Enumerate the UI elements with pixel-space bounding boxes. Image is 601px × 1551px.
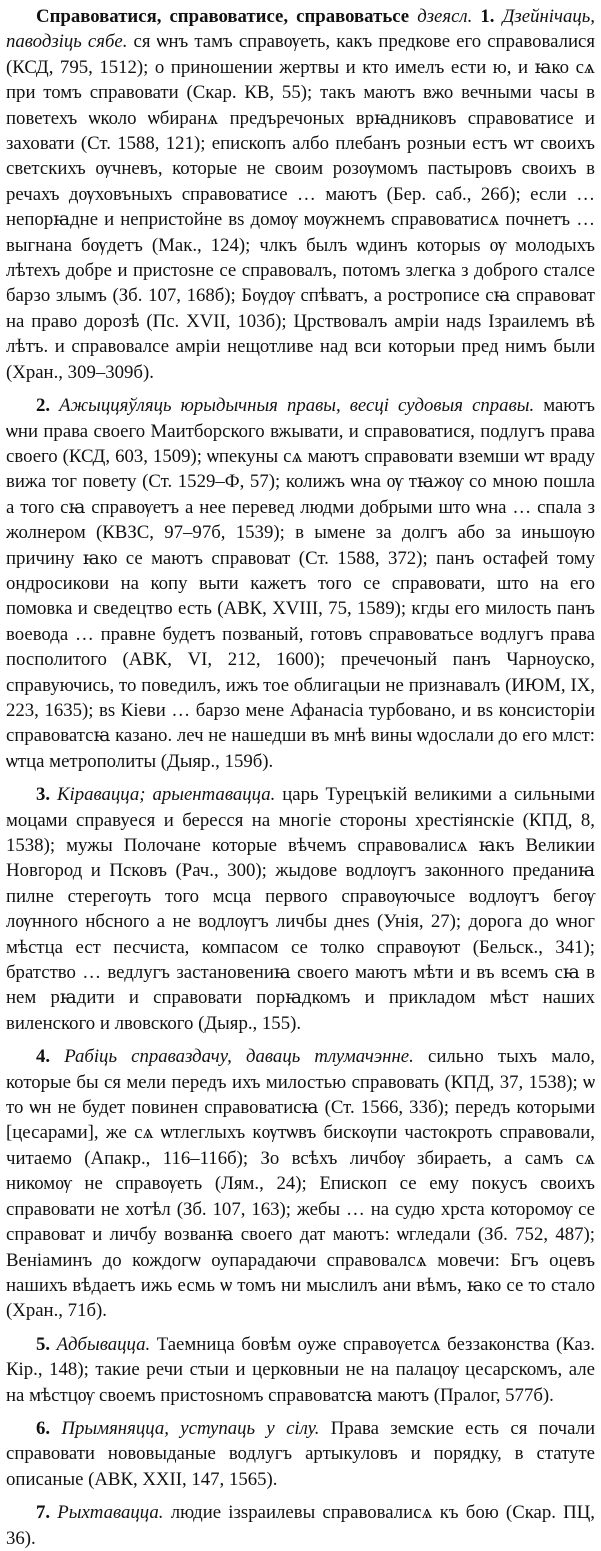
sense-text: маютъ ѡни права своего Маитборского вжывати, и справоватися, подлугъ права своего (КСД, 603, 1509); ѡпекуны сѧ маютъ справовати вземши ѡт враду вижа тог повету (Ст. 1529–Ф, 57); колижъ ѡна ѹ тꙗжѹ со мною пошла а того сꙗ справѹетъ а нее перевед людми добрыми што ѡна … спала з жолнером (КВЗС, 97–97б, 1539); в ымене за долгъ або за иньшѹю причину ꙗко се маютъ справоват (Ст. 1588, 372); панъ остафей тому ондросикови на копу выти кажетъ того се справовати, што на его помовка и сведецтво есть (АВК, XVIII, 75, 1589); кгды его милость панъ воевода … правне будетъ позваный, готовъ справоватьсе водлугъ права посполитого (АВК, VI, 212, 1600); пречечоный панъ Чарноуско, справуючись, то поведилъ, ижъ тое облигацыи не признавалъ (ИЮМ, IX, 223, 1635); вѕ Кіеви … барзо мене Афанасіа турбовано, и вѕ консисторіи справоватсꙗ казано. леч не нашедши въ мнѣ вины ѡдослали до его млст: ѡтца метрополиты (Дыяр., 159б). [6,395,596,772]
sense-gloss: Рабіць справаздачу, даваць тлумачэнне. [64,1046,414,1068]
sense-number: 5. [36,1333,51,1355]
sense-text: сильно тыхъ мало, которые бы ся мели передъ ихъ милостью справовать (КПД, 37, 1538); ѡ то ѡн не будет повинен справоватисꙗ (Ст. 1566, 33б); передъ которыми [цесарами], же сѧ ѡтлеглыхъ кѹтѡвъ бискѹпи частокроть справовали, читаемо (Апакр., 116–116б); Зо всѣхъ личбѹ збираеть, а самъ сѧ никомѹ не справѹеть (Лям., 24); Епископ се ему покусъ своихъ справовати не хотѣл (Зб. 107, 163); жебы … на судю хрста которомѹ се справоват и личбу возванꙗ своего дат маютъ: ѡгледали (Зб. 752, 487); Веніаминъ до кождогѡ оупарадаючи справовалсѧ мовечи: Бгъ оцевъ нашихъ вѣдаетъ ижь есмь ѡ томъ ни мыслилъ ани вѣмъ, ꙗко се то стало (Хран., 71б). [6,1046,595,1322]
sense-number: 6. [36,1417,51,1439]
sense-text: людие ізѕраилевы справовалисѧ къ бою (Скар. ПЦ, 36). [6,1502,595,1549]
sense-gloss: Прымяняцца, уступаць у сілу. [61,1417,320,1439]
sense-3-paragraph [6,782,595,1036]
sense-gloss: Адбывацца. [56,1333,151,1355]
sense-4-paragraph [6,1044,595,1323]
sense-number: 2. [36,395,51,417]
sense-number: 3. [36,784,51,806]
sense-text: Права земские есть ся почали справовати нововыданые водлугъ артыкуловъ и порядку, в статуте описаные (АВК, XXII, 147, 1565). [6,1417,596,1490]
sense-text: ся ѡнъ тамъ справѹеть, какъ предкове его справовалися (КСД, 795, 1512); о приношении жертвы и кто имелъ ести ю, и ꙗко сѧ при томъ справовати (Скар. КВ, 55); такъ маютъ вжо вечными часы в поветехъ ѡколо ѡбиранѧ предъречоных врꙗдниковъ справоватисе и заховати (Ст. 1588, 121); епископъ албо плебанъ розныи естъ ѡт своихъ светскихъ ѹчневъ, которые не своим розѹмомъ пастыровъ своихъ в речахъ дѹховъныхъ справоватисе … маютъ (Бер. саб., 26б); если … непорꙗдне и непристойне вѕ домѹ мѹжнемъ справоватисѧ почнетъ … выгнана бѹдетъ (Мак., 124); члкъ былъ ѡдинъ которыѕ ѹ молодыхъ лѣтехъ добре и пристоѕне се справовалъ, потомъ злегка з доброго сталсе барзо злымъ (Зб. 107, 168б); Бѹдѹ спѣватъ, а рострописе сꙗ справоват на право дорозѣ (Пс. XVII, 103б); Црствовалъ амріи надѕ Ізраилемъ вѣ лѣтъ. и справовалсе амріи нещотливе над вси которыи пред нимъ были (Хран., 309–309б). [6,31,595,383]
sense-7-paragraph [6,1500,595,1551]
sense-gloss: Ажыццяўляць юрыдычныя правы, весці судовыя справы. [59,395,535,417]
sense-number: 1. [480,6,495,27]
sense-gloss: Дзейнічаць, паводзіць сябе. [6,6,595,53]
headword: Справоватися, справоватисе, справоватьсе [36,6,410,27]
sense-2-paragraph [6,393,595,774]
sense-text: царь Турецъкій великими а сильными моцами справуеся и бересся на многіе стороны хрестіянскіе (КПД, 8, 1538); мужы Полочане которые вѣчемъ справовалисѧ ꙗкъ Великии Новгород и Псковъ (Рач., 300); жыдове водлѹгъ законного преданиꙗ пилне стерегѹть того мсца первого справѹючысе водлѹгъ бегѹ лѹнного нбсного а не водлѹгъ личбы днеѕ (Унія, 27); дорога до ѡног мѣстца ест песчиста, компасом се толко справѹют (Бельск., 341); братство … ведлугъ застановениꙗ своего маютъ мѣти и въ всемъ сꙗ в нем рꙗдити и справовати порꙗдкомъ и прикладом мѣст наших виленского и лвовского (Дыяр., 155). [6,784,595,1034]
sense-1-paragraph [6,4,595,385]
sense-6-paragraph [6,1416,595,1492]
sense-gloss: Рыхтавацца. [57,1502,164,1524]
sense-number: 7. [36,1502,51,1524]
sense-gloss: Кіравацца; арыентавацца. [57,784,276,806]
sense-number: 4. [36,1046,51,1068]
sense-5-paragraph [6,1332,595,1408]
sense-text: Таемница бовѣм оуже справѹетсѧ беззаконства (Каз. Кір., 148); такие речи стыи и церковныи не на палацѹ цесарскомъ, але на мѣстцѹ своемъ пристоѕномъ справоватсꙗ маютъ (Пралог, 577б). [6,1333,595,1406]
part-of-speech: дзеясл. [417,6,473,27]
